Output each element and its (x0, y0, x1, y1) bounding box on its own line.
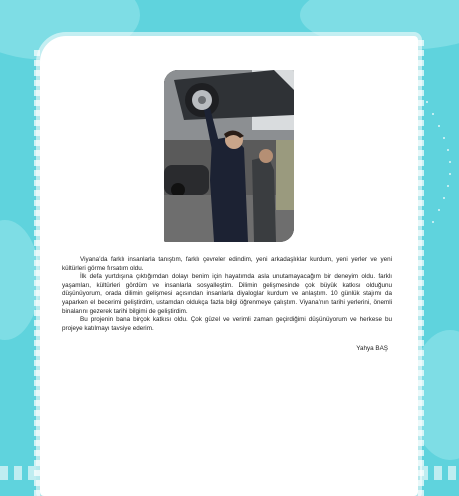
page-card (40, 36, 418, 496)
paragraph: Viyana’da farklı insanlarla tanıştım, farklı çevreler edindim, yeni arkadaşlıklar kurdum, yeni yerler ve yeni kültürleri görme fırsatım oldu. (62, 256, 392, 272)
decorative-dots (419, 96, 459, 236)
workshop-photo (164, 70, 294, 242)
signature: Yahya BAŞ (356, 345, 388, 352)
paragraph: İlk defa yurtdışına çıktığımdan dolayı benim için hayatımda asla unutamayacağım bir deneyim oldu. farklı yaşamları, kültürleri gördüm ve insanlarla sosyalleştim. Dilimin gelişmesinde çok büyük katkısı olduğunu düşünüyorum, orada dilimin gelişmesi açısından insanlarla diyaloglar kurdum ve anlaştım. 10 günlük stajımı da yaparken el becerimi geliştirdim, ustamdan oldukça fazla bilgi öğrenmeye çalıştım. Viyana’nın tarihi yerlerini, önemli binalarını gezerek tarihi bilgimi de geliştirdim. (62, 273, 392, 315)
decorative-border (0, 466, 459, 480)
body-text (62, 256, 392, 333)
paragraph: Bu projenin bana birçok katkısı oldu. Çok güzel ve verimli zaman geçirdiğimi düşünüyorum ve herkese bu projeye katılmayı tavsiye ederim. (62, 316, 392, 332)
workshop-photo-image (164, 70, 294, 242)
